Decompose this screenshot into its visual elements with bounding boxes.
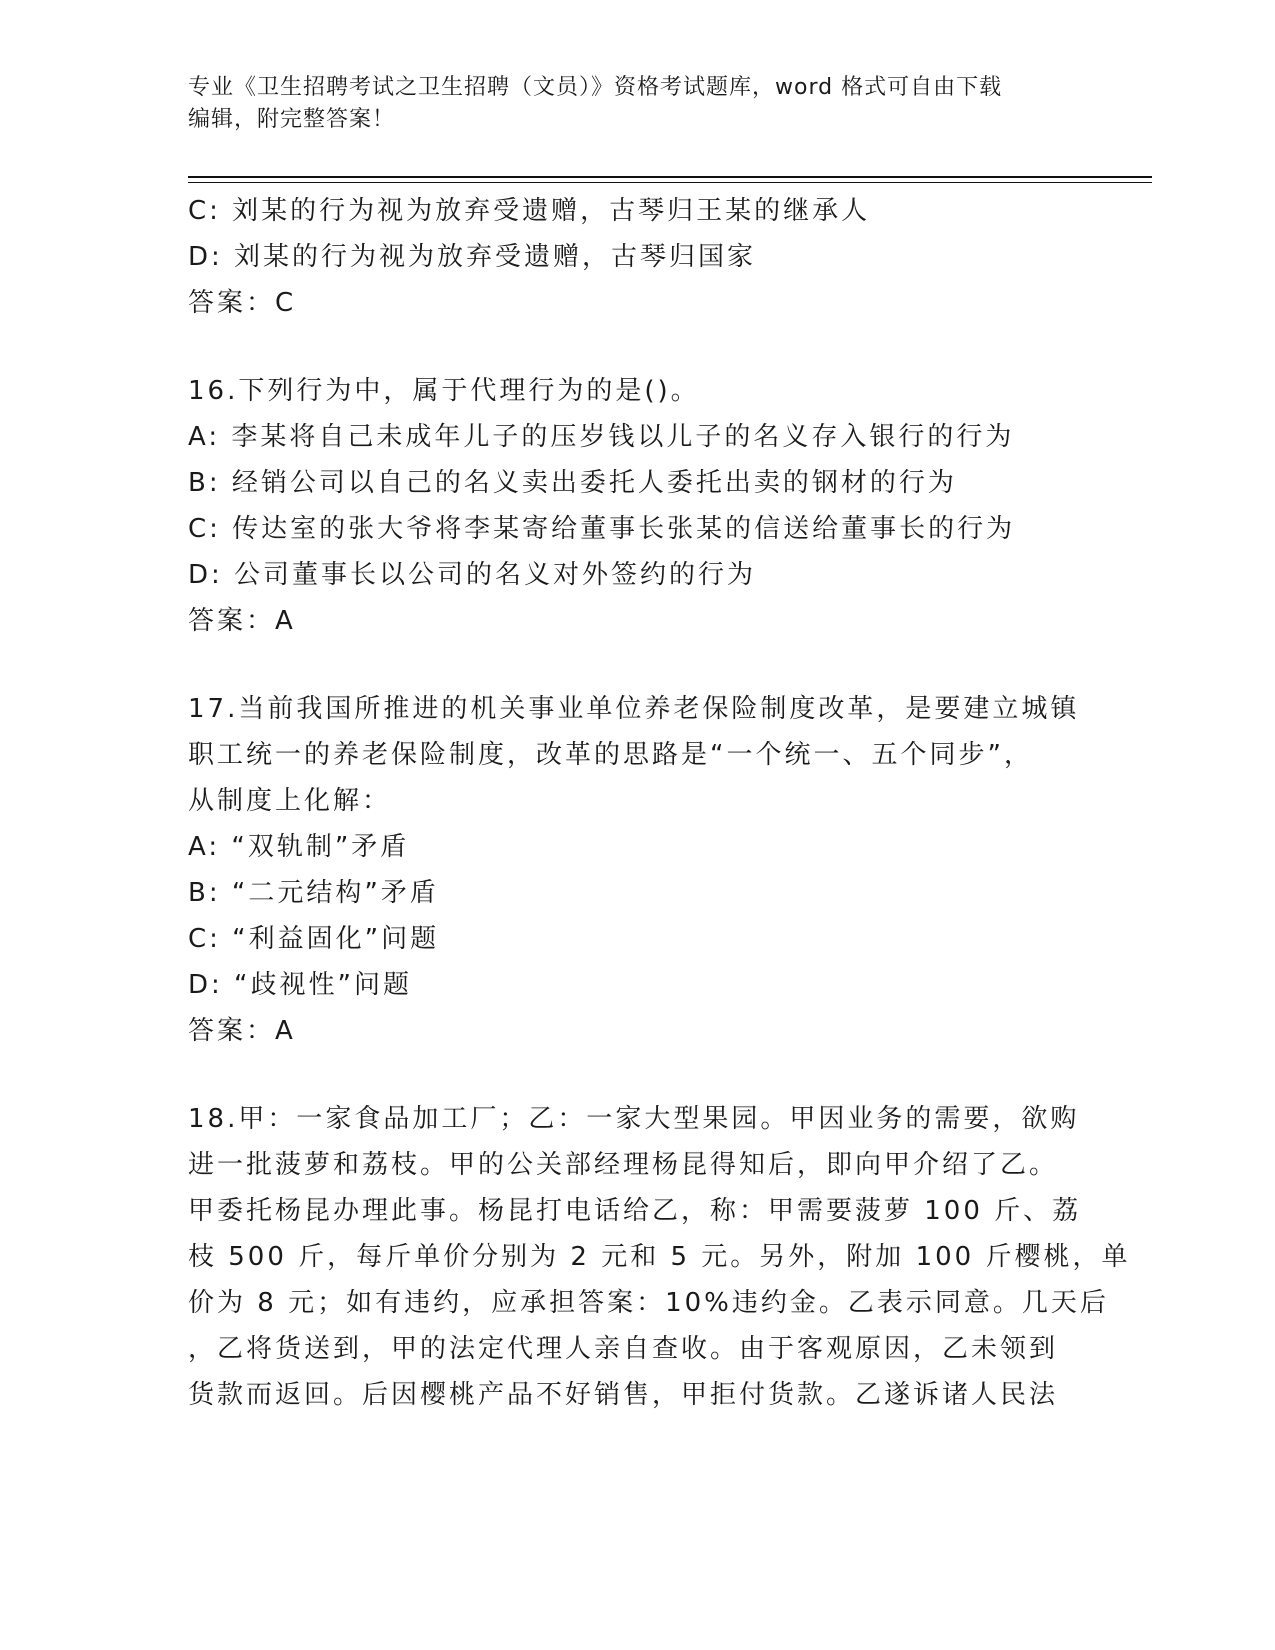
question-text-line-2: 进一批菠萝和荔枝。甲的公关部经理杨昆得知后，即向甲介绍了乙。: [188, 1150, 1059, 1180]
answer-line: 答案：A: [188, 606, 296, 636]
spacer: [188, 1054, 1088, 1096]
question-text-line-4: 枝 500 斤，每斤单价分别为 2 元和 5 元。另外，附加 100 斤樱桃，单: [188, 1242, 1131, 1272]
question-17: [188, 686, 1088, 1054]
option-d: D: “歧视性”问题: [188, 970, 412, 1000]
question-stem: 16.下列行为中，属于代理行为的是()。: [188, 376, 700, 406]
answer-line: 答案：C: [188, 288, 297, 318]
option-d: D: 公司董事长以公司的名义对外签约的行为: [188, 560, 757, 590]
spacer: [188, 644, 1088, 686]
question-stem-line-3: 从制度上化解：: [188, 786, 392, 816]
option-d: D: 刘某的行为视为放弃受遗赠，古琴归国家: [188, 242, 757, 272]
question-stem-line-2: 职工统一的养老保险制度，改革的思路是“一个统一、五个同步”，: [188, 740, 1033, 770]
page-header: [188, 72, 1088, 136]
spacer: [188, 326, 1088, 368]
option-c: C: 刘某的行为视为放弃受遗赠，古琴归王某的继承人: [188, 196, 871, 226]
question-text-line-1: 18.甲：一家食品加工厂；乙：一家大型果园。甲因业务的需要，欲购: [188, 1104, 1080, 1134]
question-stem-line-1: 17.当前我国所推进的机关事业单位养老保险制度改革，是要建立城镇: [188, 694, 1080, 724]
header-line-2: 编辑，附完整答案！: [188, 107, 396, 132]
header-divider: [188, 176, 1152, 178]
question-16: [188, 368, 1088, 644]
option-c: C: “利益固化”问题: [188, 924, 440, 954]
question-text-line-3: 甲委托杨昆办理此事。杨昆打电话给乙，称：甲需要菠萝 100 斤、荔: [188, 1196, 1082, 1226]
option-a: A: 李某将自己未成年儿子的压岁钱以儿子的名义存入银行的行为: [188, 422, 1015, 452]
option-c: C: 传达室的张大爷将李某寄给董事长张某的信送给董事长的行为: [188, 514, 1016, 544]
option-b: B: 经销公司以自己的名义卖出委托人委托出卖的钢材的行为: [188, 468, 957, 498]
question-15-tail: [188, 188, 1088, 326]
question-18: [188, 1096, 1131, 1418]
question-text-line-6: ，乙将货送到，甲的法定代理人亲自查收。由于客观原因，乙未领到: [188, 1334, 1059, 1364]
option-b: B: “二元结构”矛盾: [188, 878, 439, 908]
question-content: [188, 188, 1131, 1418]
question-text-line-5: 价为 8 元；如有违约，应承担答案：10%违约金。乙表示同意。几天后: [188, 1288, 1109, 1318]
answer-line: 答案：A: [188, 1016, 296, 1046]
question-text-line-7: 货款而返回。后因樱桃产品不好销售，甲拒付货款。乙遂诉诸人民法: [188, 1380, 1059, 1410]
option-a: A: “双轨制”矛盾: [188, 832, 410, 862]
header-divider-thin: [188, 182, 1152, 183]
header-line-1: 专业《卫生招聘考试之卫生招聘（文员）》资格考试题库，word 格式可自由下载: [188, 75, 1003, 100]
